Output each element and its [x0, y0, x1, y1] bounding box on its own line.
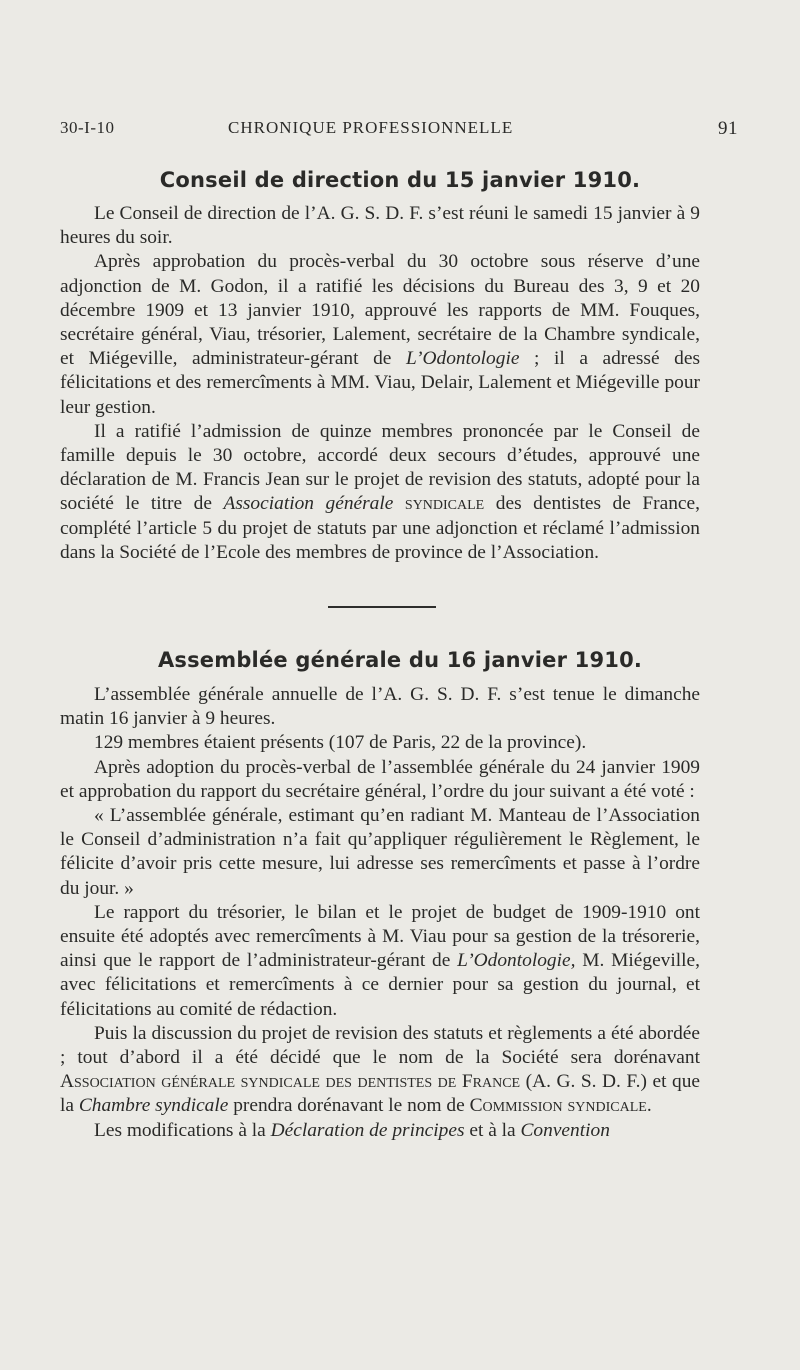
section-heading-assemblee: Assemblée générale du 16 janvier 1910.	[157, 648, 643, 672]
paragraph: 129 membres étaient présents (107 de Paris, 22 de la province).	[94, 732, 587, 754]
paragraph: Il a ratifié l’admission de quinze membres prononcée par le Conseil de famille depuis le 30 octobre, accordé deux secours d’études, approuvé une déclaration de M. Francis Jean sur le projet de revision des statuts, adopté pour la société le titre de Association générale syndicale des dentistes de France, complété l’article 5 du projet de statuts par une adjonction et réclamé l’admission dans la Société de l’Ecole des membres de province de l’Association.	[60, 420, 700, 563]
section-divider	[328, 606, 436, 608]
header-title: CHRONIQUE PROFESSIONNELLE	[228, 118, 514, 137]
paragraph: « L’assemblée générale, estimant qu’en radiant M. Manteau de l’Association le Conseil d’administration n’a fait qu’appliquer régulièrement le Règlement, le félicite d’avoir pris cette mesure, lui adresse ses remercîments et passe à l’ordre du jour. »	[60, 805, 700, 899]
paragraph: Après approbation du procès-verbal du 30 octobre sous réserve d’une adjonction de M. Godon, il a ratifié les décisions du Bureau des 3, 9 et 20 décembre 1909 et 13 janvier 1910, approuvé les rapports de MM. Fouques, secrétaire général, Viau, trésorier, Lalement, secrétaire de la Chambre syndicale, et Miégeville, administrateur-gérant de L’Odontologie ; il a adressé des félicitations et des remercîments à MM. Viau, Delair, Lalement et Miégeville pour leur gestion.	[60, 251, 700, 418]
paragraph: Le Conseil de direction de l’A. G. S. D. F. s’est réuni le samedi 15 janvier à 9 heures du soir.	[60, 203, 700, 249]
paragraph: Après adoption du procès-verbal de l’assemblée générale du 24 janvier 1909 et approbation du rapport du secrétaire général, l’ordre du jour suivant a été voté :	[60, 756, 700, 802]
section-body-assemblee	[60, 683, 700, 1143]
section-heading-conseil: Conseil de direction du 15 janvier 1910.	[159, 168, 641, 192]
paragraph: Les modifications à la Déclaration de principes et à la Convention	[94, 1119, 610, 1141]
page-number: 91	[718, 118, 738, 139]
paragraph: L’assemblée générale annuelle de l’A. G. S. D. F. s’est tenue le dimanche matin 16 janvier à 9 heures.	[60, 684, 700, 730]
paragraph: Puis la discussion du projet de revision des statuts et règlements a été abordée ; tout d’abord il a été décidé que le nom de la Société sera dorénavant Association générale syndicale des dentistes de France (A. G. S. D. F.) et que la Chambre syndicale prendra dorénavant le nom de Commission syndicale.	[60, 1022, 700, 1117]
paragraph: Le rapport du trésorier, le bilan et le projet de budget de 1909-1910 ont ensuite été adoptés avec remercîments à M. Viau pour sa gestion de la trésorerie, ainsi que le rapport de l’administrateur-gérant de L’Odontologie, M. Miégeville, avec félicitations et remercîments à ce dernier pour sa gestion du journal, et félicitations au comité de rédaction.	[60, 901, 700, 1020]
header-date: 30-I-10	[60, 118, 115, 137]
section-body-conseil	[60, 202, 700, 565]
